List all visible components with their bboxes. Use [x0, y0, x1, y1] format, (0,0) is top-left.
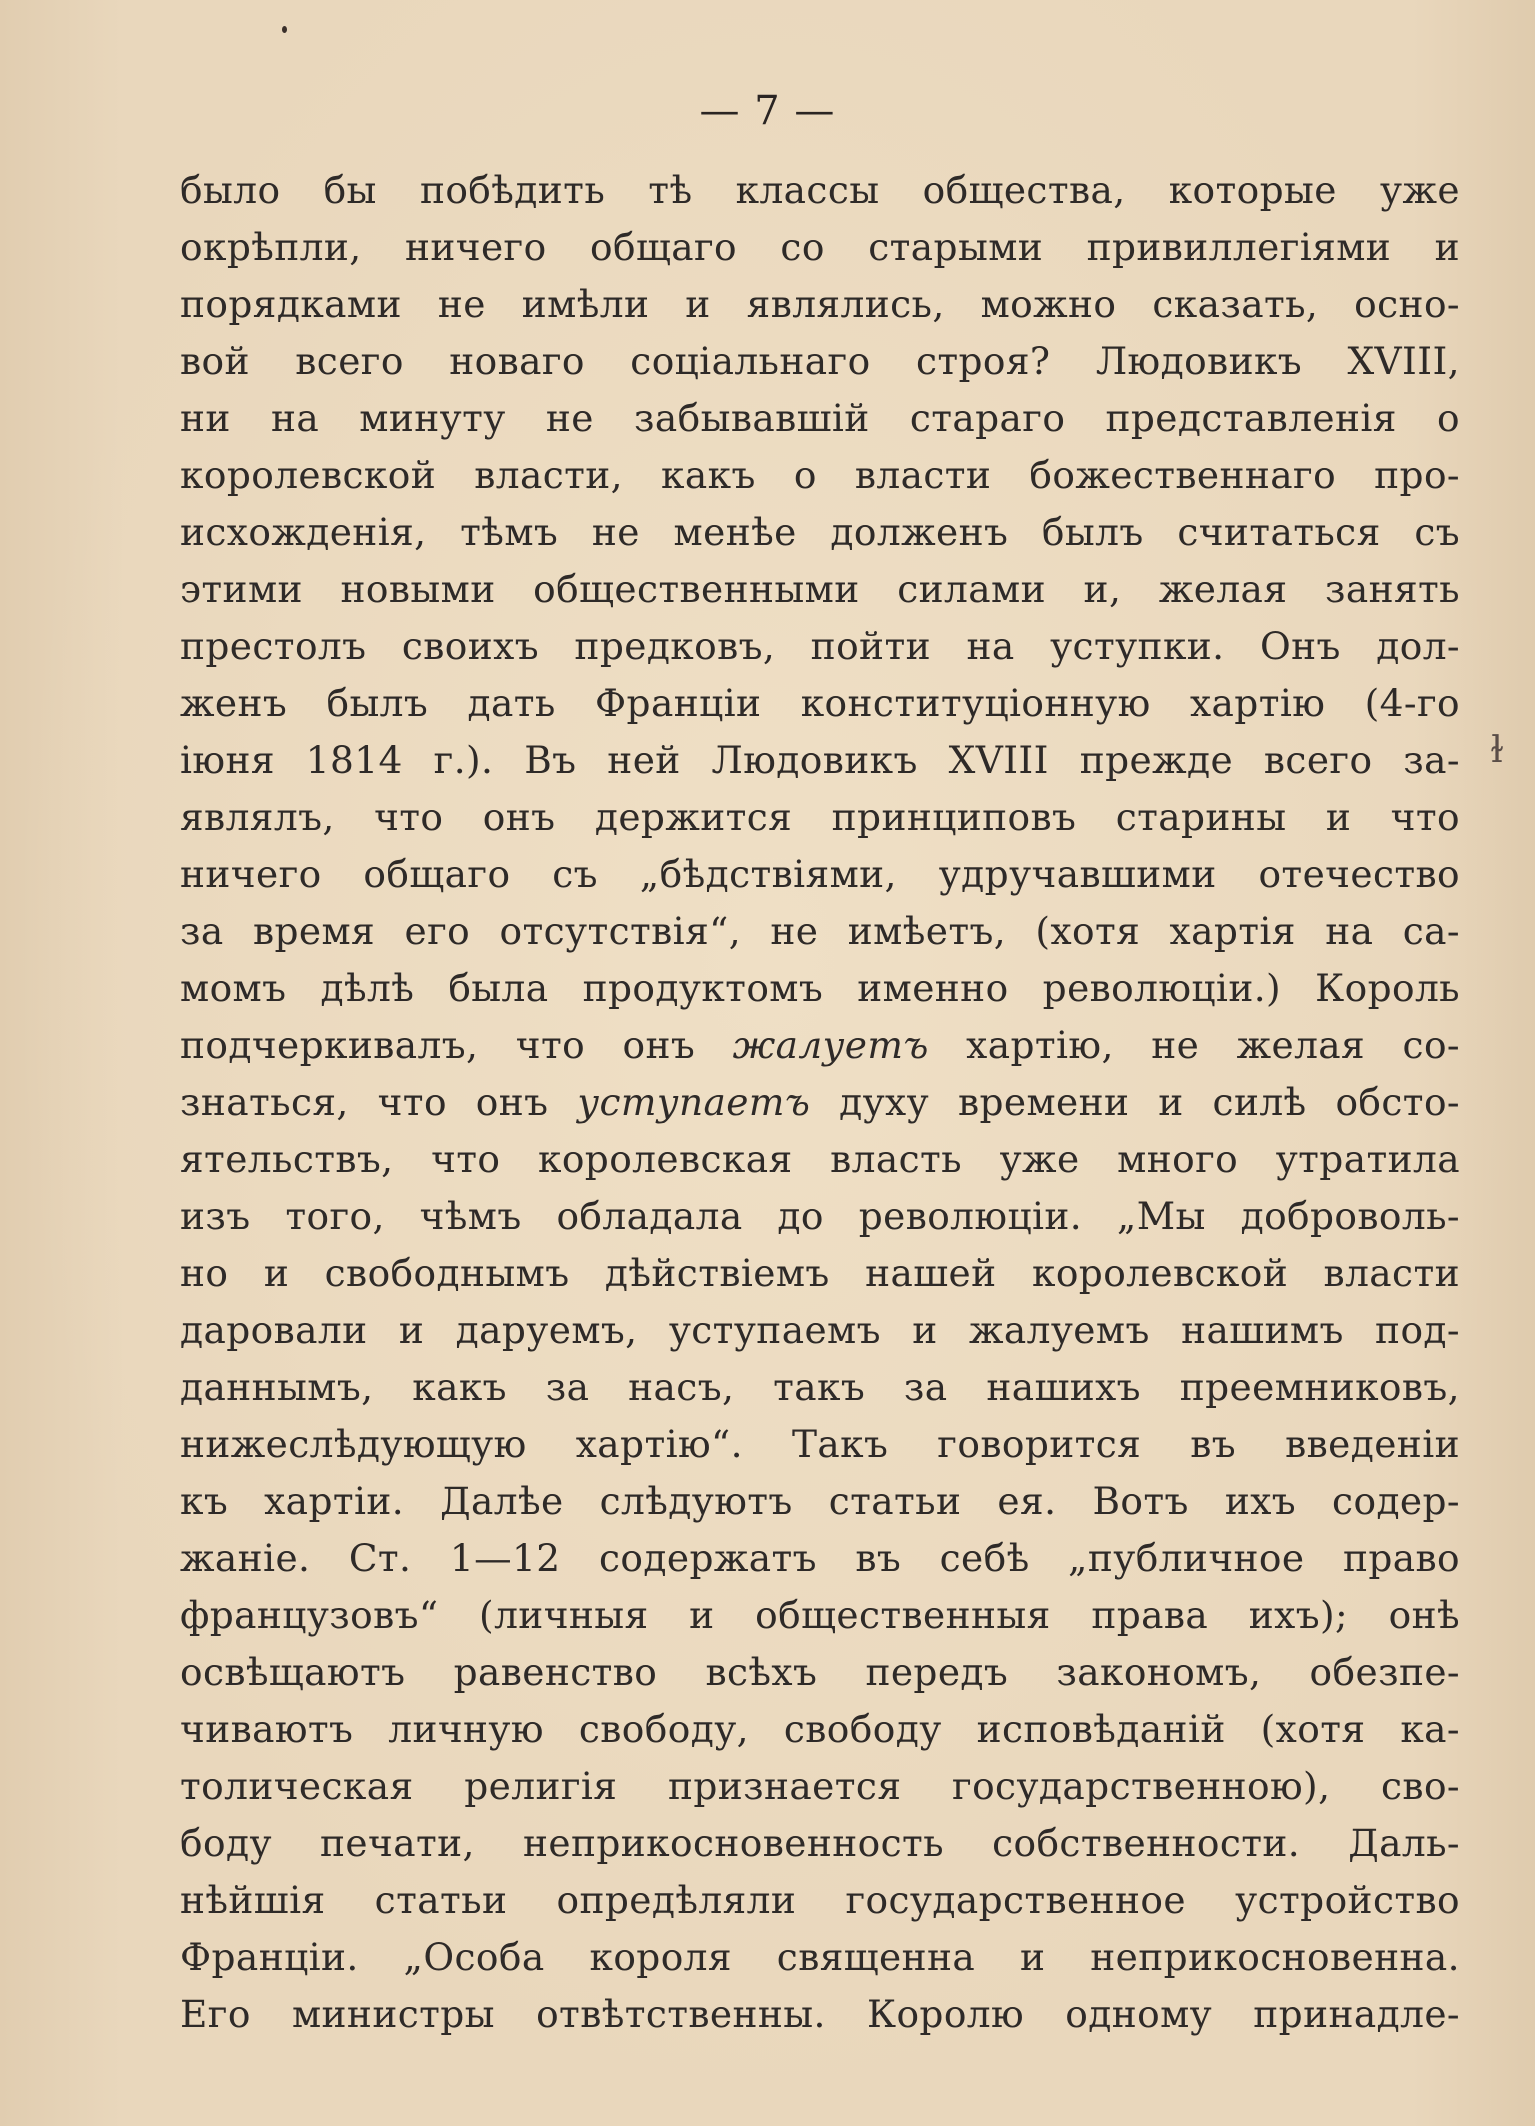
text-line: являлъ, что онъ держится принциповъ старины и что [180, 795, 1460, 839]
text-line: но и свободнымъ дѣйствіемъ нашей королевской власти [180, 1251, 1460, 1295]
text-line: нѣйшія статьи опредѣляли государственное устройство [180, 1878, 1460, 1922]
body-text [180, 162, 1460, 2043]
text-line: толическая религія признается государственною), сво- [180, 1764, 1460, 1808]
italic-emphasis: жалуетъ [732, 1023, 929, 1067]
text-line: освѣщаютъ равенство всѣхъ передъ закономъ, обезпе- [180, 1650, 1460, 1694]
text-line: нижеслѣдующую хартію“. Такъ говорится въ введеніи [180, 1422, 1460, 1466]
text-line: момъ дѣлѣ была продуктомъ именно революціи.) Король [180, 966, 1460, 1010]
text-line: жаніе. Ст. 1—12 содержатъ въ себѣ „публичное право [180, 1536, 1460, 1580]
text-line: даннымъ, какъ за насъ, такъ за нашихъ преемниковъ, [180, 1365, 1460, 1409]
text-line: исхожденія, тѣмъ не менѣе долженъ былъ считаться съ [180, 510, 1460, 554]
text-line: было бы побѣдить тѣ классы общества, которые уже [180, 168, 1460, 212]
text-line: ни на минуту не забывавшій стараго представленія о [180, 396, 1460, 440]
text-line: боду печати, неприкосновенность собственности. Даль- [180, 1821, 1460, 1865]
ink-speck [282, 26, 287, 33]
margin-pencil-mark: ɫ [1490, 730, 1504, 771]
page-number: — 7 — [699, 88, 836, 134]
text-line: порядками не имѣли и являлись, можно сказать, осно- [180, 282, 1460, 326]
text-line: женъ былъ дать Франціи конституціонную хартію (4-го [180, 681, 1460, 725]
text-line: іюня 1814 г.). Въ ней Людовикъ XVIII прежде всего за- [180, 738, 1460, 782]
text-line: даровали и даруемъ, уступаемъ и жалуемъ нашимъ под- [180, 1308, 1460, 1352]
text-line: Франціи. „Особа короля священна и неприкосновенна. [180, 1935, 1460, 1979]
text-line: королевской власти, какъ о власти божественнаго про- [180, 453, 1460, 497]
text-line: этими новыми общественными силами и, желая занять [180, 567, 1460, 611]
text-line: знаться, что онъ уступаетъ духу времени и силѣ обсто- [180, 1080, 1460, 1124]
text-line: къ хартіи. Далѣе слѣдуютъ статьи ея. Вотъ ихъ содер- [180, 1479, 1460, 1523]
text-line: подчеркивалъ, что онъ жалуетъ хартію, не желая со- [180, 1023, 1460, 1067]
text-line: изъ того, чѣмъ обладала до революціи. „Мы доброволь- [180, 1194, 1460, 1238]
text-line: ничего общаго съ „бѣдствіями, удручавшими отечество [180, 852, 1460, 896]
text-line: чиваютъ личную свободу, свободу исповѣданій (хотя ка- [180, 1707, 1460, 1751]
text-line: ятельствъ, что королевская власть уже много утратила [180, 1137, 1460, 1181]
text-line: престолъ своихъ предковъ, пойти на уступки. Онъ дол- [180, 624, 1460, 668]
italic-emphasis: уступаетъ [577, 1080, 811, 1124]
text-line: окрѣпли, ничего общаго со старыми привиллегіями и [180, 225, 1460, 269]
text-line: Его министры отвѣтственны. Королю одному принадле- [180, 1992, 1460, 2036]
text-line: за время его отсутствія“, не имѣетъ, (хотя хартія на са- [180, 909, 1460, 953]
text-line: вой всего новаго соціальнаго строя? Людовикъ XVIII, [180, 339, 1460, 383]
text-line: французовъ“ (личныя и общественныя права ихъ); онѣ [180, 1593, 1460, 1637]
